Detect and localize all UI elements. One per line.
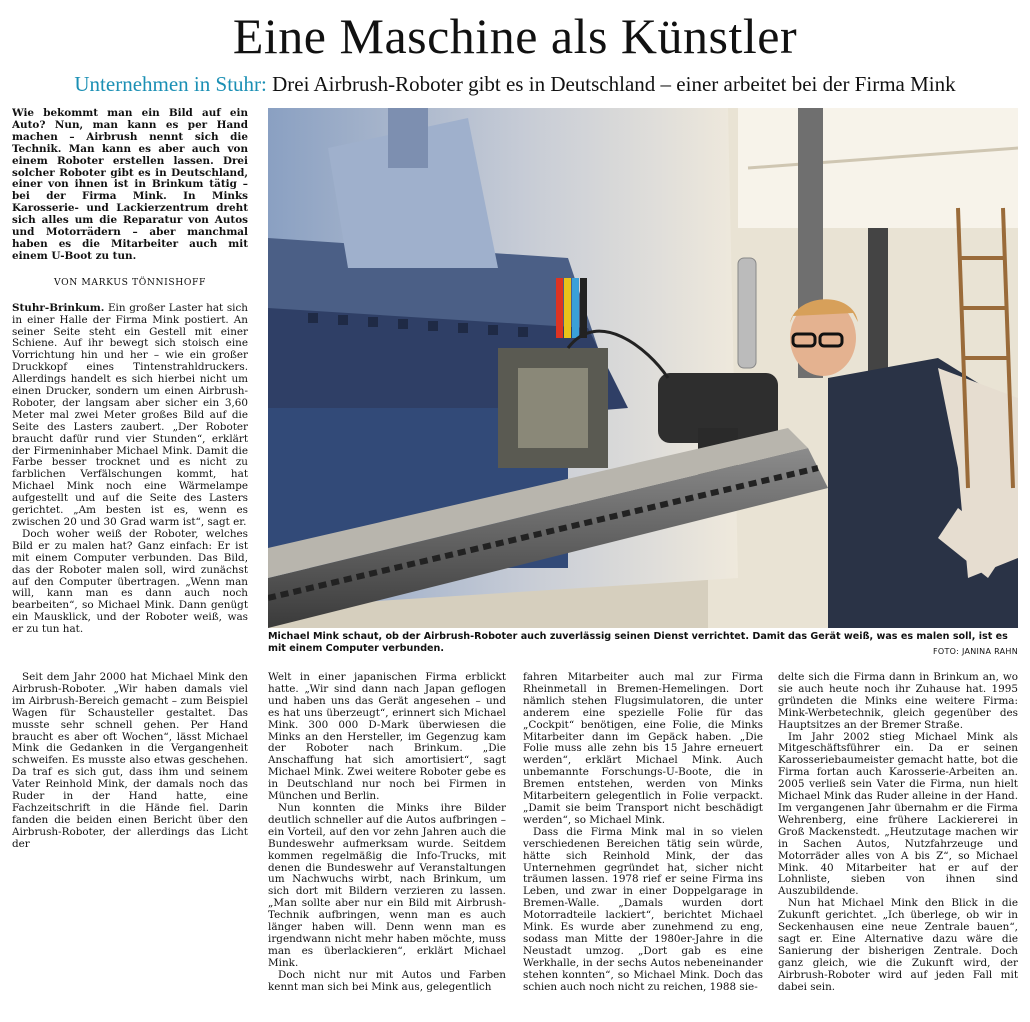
photo-credit: FOTO: JANINA RAHN	[932, 647, 1018, 656]
body-paragraph: Welt in einer japanischen Firma erblickt hatte. „Wir sind dann nach Japan geflogen und haben uns das Gerät angesehen – und es hat uns überzeugt“, erinnert sich Michael Mink. 300 000 D-Mark überwiesen die Minks an den Hersteller, im Gegenzug kam der Roboter nach Brinkum. „Die Anschaffung hat sich amortisiert“, sagt Michael Mink. Zwei weitere Roboter gebe es in Deutschland nur noch bei Firmen in München und Berlin.	[268, 672, 506, 803]
body-paragraph: Doch woher weiß der Roboter, welches Bild er zu malen hat? Ganz einfach: Er ist mit einem Computer verbunden. Das Bild, das der Roboter malen soll, wird zunächst auf den Computer übertragen. „Wenn man will, kann man es dann auch noch bearbeiten“, so Michael Mink. Dann genügt ein Mausklick, und der Roboter weiß, was er zu tun hat.	[12, 527, 248, 636]
column-4	[778, 672, 1018, 1012]
headline: Eine Maschine als Künstler	[232, 8, 798, 64]
lead-text: Wie bekommt man ein Bild auf ein Auto? Nun, man kann es per Hand machen – Airbrush nennt sich die Technik. Man kann es aber auch von einem Roboter erstellen lassen. Drei solcher Roboter gibt es in Deutschland, einer von ihnen ist in Brinkum tätig – bei der Firma Mink. In Minks Karosserie- und Lackierzentrum dreht sich alles um die Reparatur von Autos und Motorrädern – aber manchmal haben es die Mitarbeiter auch mit einem U-Boot zu tun.	[12, 108, 248, 262]
body-paragraph: Nun hat Michael Mink den Blick in die Zukunft gerichtet. „Ich überlege, ob wir in Seckenhausen eine neue Zentrale bauen“, sagt er. Eine Alternative dazu wäre die Sanierung der bisherigen Zentrale. Doch ganz gleich, wie die Zukunft wird, der Airbrush-Roboter wird auf jeden Fall mit dabei sein.	[778, 897, 1018, 993]
body-paragraph: Doch nicht nur mit Autos und Farben kennt man sich bei Mink aus, gelegentlich	[268, 968, 506, 993]
lead-paragraph	[12, 108, 248, 263]
body-text: Ein großer Laster hat sich in einer Halle der Firma Mink postiert. An seiner Seite steht ein Gestell mit einer Schiene. Auf ihr bewegt sich stoisch eine Vorrichtung hin und her – wie ein großer Druckkopf eines Tintenstrahldruckers. Allerdings handelt es sich hierbei nicht um einen Drucker, sondern um einen Airbrush-Roboter, der langsam aber sicher ein 3,60 Meter mal zwei Meter großes Bild auf die Seite des Lasters zaubert. „Der Roboter braucht dafür rund vier Stunden“, erklärt der Firmeninhaber Michael Mink. Damit die Farbe besser trocknet und es nicht zu farblichen Verfälschungen kommt, hat Michael Mink noch eine Wärmelampe aufgestellt und auf die Seite des Lasters gerichtet. „Am besten ist es, wenn es zwischen 20 und 30 Grad warm ist“, sagt er.	[12, 301, 248, 528]
photo-caption: Michael Mink schaut, ob der Airbrush-Roboter auch zuverlässig seinen Dienst verrichtet. Damit das Gerät weiß, was es malen soll, ist es mit einem Computer verbunden.	[268, 631, 1008, 654]
column-1-bottom	[12, 672, 248, 1012]
body-paragraph: delte sich die Firma dann in Brinkum an, wo sie auch heute noch ihr Zuhause hat. 1995 gründeten die Minks eine weitere Firma: Mink-Werbetechnik, gleich gegenüber des Hauptsitzes an der Bremer Straße.	[778, 672, 1018, 731]
column-1	[12, 108, 248, 668]
column-3	[523, 672, 763, 1012]
body-paragraph: Seit dem Jahr 2000 hat Michael Mink den Airbrush-Roboter. „Wir haben damals viel im Airbrush-Bereich gemacht – zum Beispiel Wagen für Schausteller gestaltet. Das musste sehr schnell gehen. Per Hand braucht es aber oft Wochen“, lässt Michael Mink die Gedanken in die Vergangenheit schweifen. Es musste also etwas geschehen. Da traf es sich gut, dass ihm und seinem Vater Reinhold Mink, der damals noch das Ruder in der Hand hatte, eine Fachzeitschrift in die Hände fiel. Darin fanden die beiden einen Bericht über den Airbrush-Roboter, der allerdings das Licht der	[12, 672, 248, 850]
body-paragraph	[12, 303, 248, 529]
body-paragraph: Dass die Firma Mink mal in so vielen verschiedenen Bereichen tätig sein würde, hätte sich Reinhold Mink, der das Unternehmen gegründet hat, sicher nicht träumen lassen. 1978 rief er seine Firma ins Leben, und zwar in einer Doppelgarage in Bremen-Walle. „Damals wurden dort Motorradteile lackiert“, berichtet Michael Mink. Es wurde aber zunehmend zu eng, sodass man Mitte der 1980er-Jahre in die Neustadt umzog. „Dort gab es eine Werkhalle, in der sechs Autos nebeneinander stehen konnten“, so Michael Mink. Doch das schien auch noch nicht zu reichen, 1988 sie-	[523, 825, 763, 993]
dateline: Stuhr-Brinkum.	[12, 301, 105, 314]
body-paragraph: fahren Mitarbeiter auch mal zur Firma Rheinmetall in Bremen-Hemelingen. Dort nämlich stehen Flugsimulatoren, die unter anderem eine spezielle Folie für das „Cockpit“ benötigen, eine Folie, die Minks Mitarbeiter dann im Gepäck haben. „Die Folie muss alle zehn bis 15 Jahre erneuert werden“, erklärt Michael Mink. Auch unbemannte Forschungs-U-Boote, die in Bremen entstehen, werden von Minks Mitarbeitern gelegentlich in Folie verpackt. „Damit sie beim Transport nicht beschädigt werden“, so Michael Mink.	[523, 672, 763, 826]
article-photo	[268, 108, 1018, 628]
subheadline	[0, 70, 1030, 98]
body-paragraph: Nun konnten die Minks ihre Bilder deutlich schneller auf die Autos aufbringen – ein Vorteil, auf den vor zehn Jahren auch die Bundeswehr aufmerksam wurde. Seitdem kommen regelmäßig die Info-Trucks, mit denen die Bundeswehr auf Veranstaltungen um Nachwuchs wirbt, nach Brinkum, um sich dort mit Bildern verzieren zu lassen. „Man sollte aber nur ein Bild mit Airbrush-Technik aufbringen, wenn man es auch länger haben will. Denn wenn man es irgendwann nicht mehr haben möchte, muss man es überlackieren“, erklärt Michael Mink.	[268, 801, 506, 969]
column-2	[268, 672, 506, 1012]
body-paragraph: Im Jahr 2002 stieg Michael Mink als Mitgeschäftsführer ein. Da er seinen Karosseriebaumeister gemacht hatte, bot die Firma fortan auch Karosserie-Arbeiten an. 2005 verließ sein Vater die Firma, nun hielt Michael Mink das Ruder alleine in der Hand. Im vergangenen Jahr übernahm er die Firma Wehrenberg, eine frühere Lackiererei in Groß Mackenstedt. „Heutzutage machen wir in Sachen Autos, Nutzfahrzeuge und Motorräder alles von A bis Z“, so Michael Mink. 40 Mitarbeiter hat er auf der Lohnliste, sieben von ihnen sind Auszubildende.	[778, 730, 1018, 898]
subheadline-text: Drei Airbrush-Roboter gibt es in Deutschland – einer arbeitet bei der Firma Mink	[272, 72, 956, 96]
byline: VON MARKUS TÖNNISHOFF	[54, 276, 206, 288]
kicker: Unternehmen in Stuhr:	[74, 72, 267, 96]
photo-illustration	[268, 108, 1018, 628]
